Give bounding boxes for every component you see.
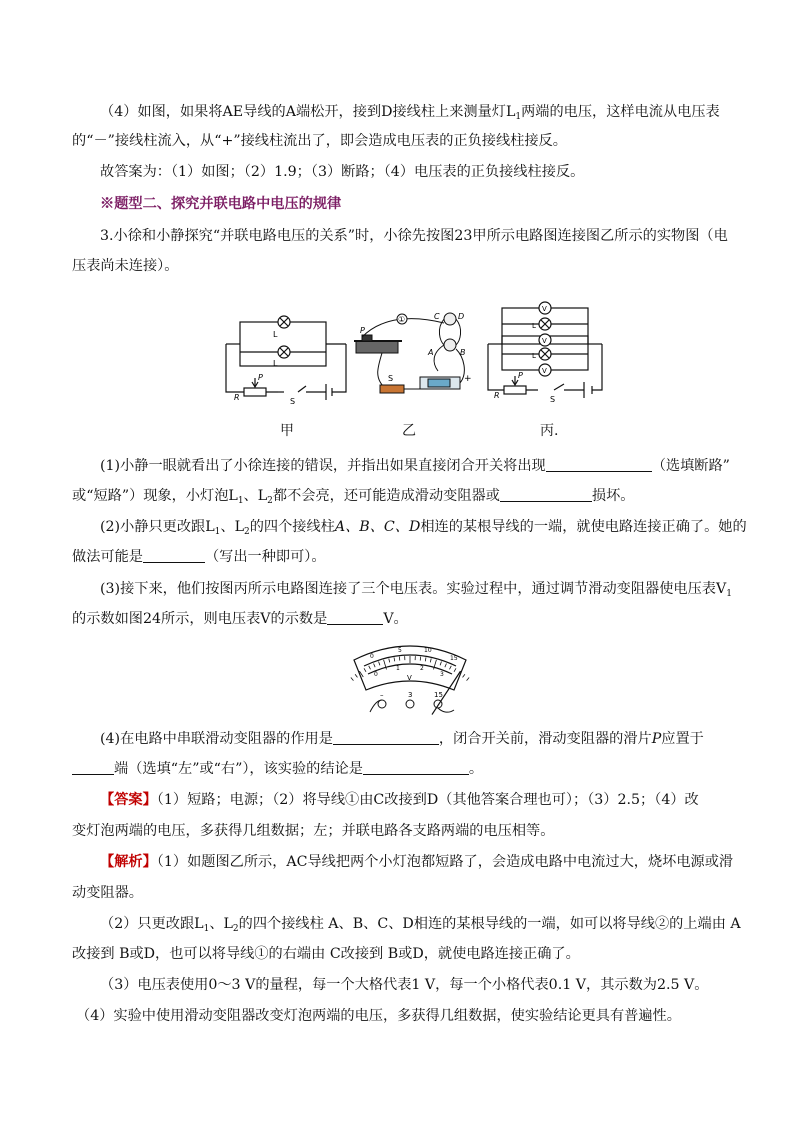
scale-top-15: 15 xyxy=(450,655,458,662)
question3-part4-line1: (4)在电路中串联滑动变阻器的作用是 ，闭合开关前，滑动变阻器的滑片P应置于 xyxy=(100,731,704,747)
label-P-bing: P xyxy=(518,371,523,380)
part4-explanation-line1: （4）如图，如果将AE导线的A端松开，接到D接线柱上来测量灯$L_1$两端的电压，这样电流从电压表 xyxy=(100,104,720,122)
meter-tick xyxy=(355,674,357,677)
scale-top-10: 10 xyxy=(424,647,432,654)
voltmeter-dial xyxy=(350,638,470,716)
label-R: R xyxy=(234,393,240,402)
meter-tick xyxy=(369,666,371,670)
label-P-yi: P xyxy=(360,326,365,335)
question3-part2-line1: (2)小静只更改跟$L_1$、$L_2$的四个接线柱A、B、C、D相连的某根导线的一端，就使电路连接正确了。她的 xyxy=(100,519,747,537)
part4-explanation-line2: 的“－”接线柱流入，从“+”接线柱流出了，即会造成电压表的正负接线柱接反。 xyxy=(72,133,567,149)
label-S-bing: S xyxy=(550,395,556,404)
analysis-part2-line1: （2）只更改跟$L_1$、$L_2$的四个接线柱 A、B、C、D相连的某根导线的一端，如可以将导线②的上端由 A xyxy=(100,916,741,934)
scale-bottom-3: 3 xyxy=(440,671,444,678)
label-L1: L xyxy=(273,359,278,368)
question3-part3-line2: 的示数如图24所示，则电压表V的示数是 V。 xyxy=(72,611,408,627)
label-V-1: V xyxy=(542,305,547,313)
meter-tick xyxy=(449,666,451,670)
meter-tick xyxy=(440,662,441,666)
analysis-line2: 动变阻器。 xyxy=(72,885,143,901)
analysis-part3: （3）电压表使用0～3 V的量程，每一个大格代表1 V，每一个小格代表0.1 V，其示数为2.5 V。 xyxy=(100,977,709,993)
meter-tick xyxy=(463,674,465,677)
label-C: C xyxy=(434,312,440,321)
label-V-3: V xyxy=(542,367,547,375)
scale-bottom-0: 0 xyxy=(374,671,378,678)
terminal-15: 15 xyxy=(434,691,443,699)
answer-line1: 【答案】（1）短路；电源；（2）将导线①由C改接到D（其他答案合理也可）；（3）2.5；（4）改 xyxy=(100,792,699,808)
label-A: A xyxy=(428,348,434,357)
question3-part3-line1: (3)接下来，他们按图丙所示电路图连接了三个电压表。实验过程中，通过调节滑动变阻器使电压表$V_1$ xyxy=(100,581,732,599)
label-P: P xyxy=(258,373,263,382)
question3-part4-line2: 端（选填“左”或“右”），该实验的结论是 。 xyxy=(72,758,727,780)
analysis-part4: （4）实验中使用滑动变阻器改变灯泡两端的电压，多获得几组数据，使实验结论更具有普遍性。 xyxy=(76,1008,681,1024)
meter-tick xyxy=(445,664,447,668)
label-D: D xyxy=(458,312,465,321)
meter-tick xyxy=(389,658,390,662)
figure-label-jia: 甲 xyxy=(280,423,294,439)
label-L1-bing: L xyxy=(532,352,536,360)
question3-part1-line2: 或“短路”）现象，小灯泡$L_1$、$L_2$都不会亮，还可能造成滑动变阻器或 损坏。 xyxy=(72,488,635,506)
scale-top-5: 5 xyxy=(398,647,402,654)
label-plus: + xyxy=(464,374,472,384)
section-heading: ※题型二、探究并联电路中电压的规律 xyxy=(100,196,342,212)
physical-circuit-yi xyxy=(352,307,478,407)
meter-tick xyxy=(425,657,426,661)
label-V-2: V xyxy=(542,337,547,345)
answer-line2: 变灯泡两端的电压，多获得几组数据；左；并联电路各支路两端的电压相等。 xyxy=(72,823,555,839)
label-R-bing: R xyxy=(494,391,500,400)
terminal-minus: – xyxy=(380,691,384,699)
previous-answer: 故答案为：（1）如图；（2）1.9；（3）断路；（4）电压表的正负接线柱接反。 xyxy=(100,164,585,180)
meter-tick xyxy=(467,678,470,681)
meter-tick xyxy=(351,678,354,681)
scale-top-0: 0 xyxy=(370,653,374,660)
scale-bottom-1: 1 xyxy=(396,665,400,672)
circuit-diagram-jia xyxy=(222,312,354,404)
label-S-yi: S xyxy=(388,374,394,383)
question3-line1: 3.小徐和小静探究“并联电路电压的关系”时，小徐先按图23甲所示电路图连接图乙所示的实物图（电 xyxy=(100,228,728,244)
label-L2-bing: L xyxy=(532,322,536,330)
analysis-line1: 【解析】（1）如题图乙所示，AC导线把两个小灯泡都短路了，会造成电路中电流过大，烧坏电源或滑 xyxy=(100,854,734,870)
meter-tick xyxy=(454,668,456,671)
terminal-3: 3 xyxy=(408,691,413,699)
meter-tick xyxy=(379,662,380,666)
figure-label-bing: 丙. xyxy=(540,423,559,439)
meter-tick xyxy=(364,668,366,671)
scale-bottom-2: 2 xyxy=(420,665,424,672)
meter-tick xyxy=(394,657,395,661)
meter-tick xyxy=(374,664,376,668)
circuit-diagram-bing xyxy=(484,300,606,406)
label-S: S xyxy=(290,397,296,404)
label-wire1: ① xyxy=(398,315,406,324)
analysis-part2-line2: 改接到 B或D，也可以将导线①的右端由 C改接到 B或D，就使电路连接正确了。 xyxy=(72,946,580,962)
label-B: B xyxy=(460,348,466,357)
meter-unit: V xyxy=(407,674,412,682)
question3-part2-line2: 做法可能是 （写出一种即可）。 xyxy=(72,549,326,565)
question3-line2: 压表尚未连接）。 xyxy=(72,258,179,274)
label-L2: L xyxy=(273,330,278,339)
figure-label-yi: 乙 xyxy=(402,423,416,439)
meter-tick xyxy=(430,658,431,662)
question3-part1-line1: (1)小静一眼就看出了小徐连接的错误，并指出如果直接闭合开关将出现 （选填断路” xyxy=(100,458,730,474)
